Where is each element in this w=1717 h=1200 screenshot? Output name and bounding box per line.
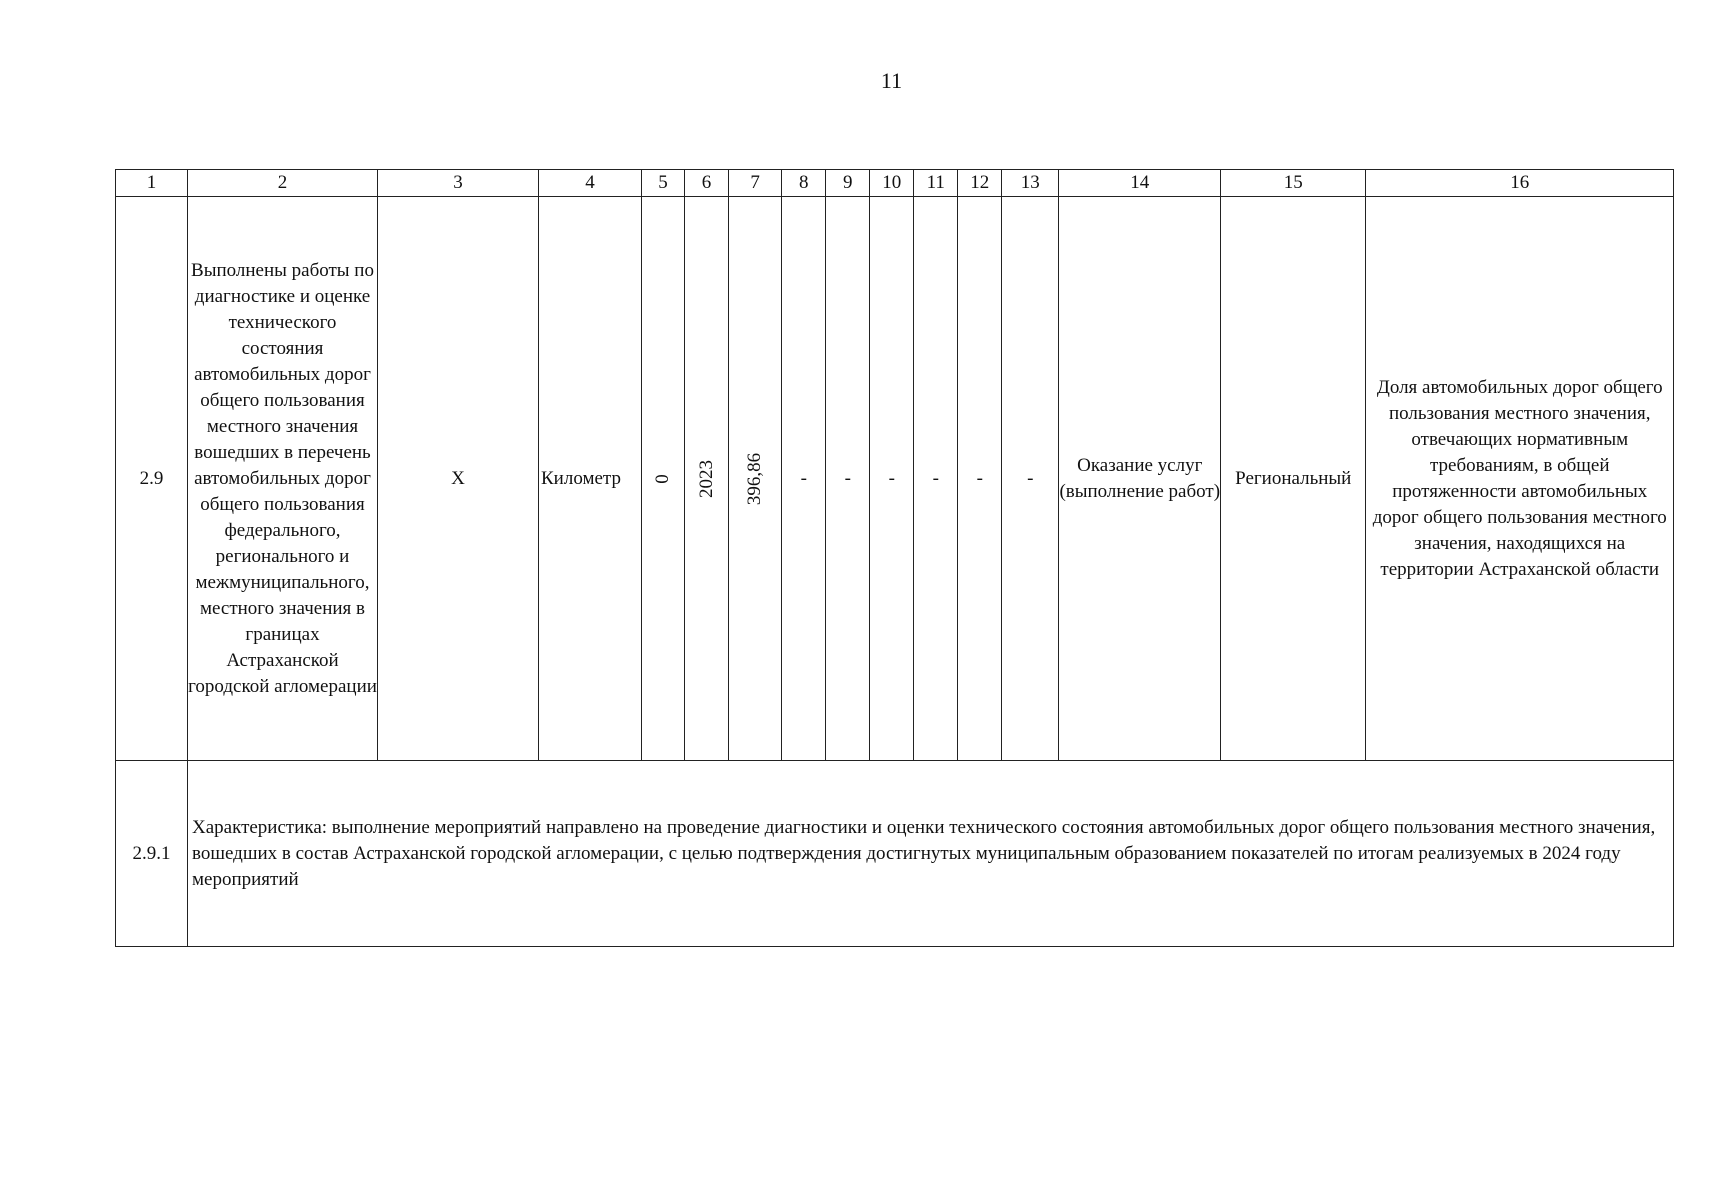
col5-value: 0 <box>652 473 673 484</box>
col8-cell: - <box>782 197 826 761</box>
header-cell-7: 7 <box>729 170 782 197</box>
data-table <box>115 169 1674 947</box>
col7-cell <box>729 197 782 761</box>
table-row <box>116 197 1674 761</box>
col12-cell: - <box>958 197 1002 761</box>
col5-cell <box>642 197 685 761</box>
col9-cell: - <box>826 197 870 761</box>
level-cell: Региональный <box>1221 197 1366 761</box>
description-cell: Выполнены работы по диагностике и оценке технического состояния автомобильных дорог общего пользования местного значения вошедших в перечень автомобильных дорог общего пользования федерального, регионального и межмуниципального, местного значения в границах Астраханской городской агломерации <box>188 197 378 761</box>
characteristic-cell: Характеристика: выполнение мероприятий направлено на проведение диагностики и оценки технического состояния автомобильных дорог общего пользования местного значения, вошедших в состав Астраханской городской агломерации, с целью подтверждения достигнутых муниципальным образованием показателей по итогам реализуемых в 2024 году мероприятий <box>188 761 1674 947</box>
page-number: 11 <box>880 68 903 93</box>
indicator-cell: Доля автомобильных дорог общего пользования местного значения, отвечающих нормативным требованиям, в общей протяженности автомобильных дорог общего пользования местного значения, находящихся на территории Астраханской области <box>1366 197 1674 761</box>
header-cell-11: 11 <box>914 170 958 197</box>
col6-cell <box>685 197 729 761</box>
header-cell-2: 2 <box>188 170 378 197</box>
header-cell-10: 10 <box>870 170 914 197</box>
type-cell: Оказание услуг (выполнение работ) <box>1059 197 1221 761</box>
row-number: 2.9.1 <box>116 761 188 947</box>
header-cell-16: 16 <box>1366 170 1674 197</box>
header-cell-5: 5 <box>642 170 685 197</box>
header-cell-3: 3 <box>378 170 539 197</box>
col7-value: 396,86 <box>744 452 766 505</box>
col3-cell: Х <box>378 197 539 761</box>
header-cell-14: 14 <box>1059 170 1221 197</box>
col10-cell: - <box>870 197 914 761</box>
header-row <box>116 170 1674 197</box>
header-cell-8: 8 <box>782 170 826 197</box>
header-cell-6: 6 <box>685 170 729 197</box>
row-number: 2.9 <box>116 197 188 761</box>
table-row <box>116 761 1674 947</box>
col11-cell: - <box>914 197 958 761</box>
header-cell-12: 12 <box>958 170 1002 197</box>
col6-value: 2023 <box>695 459 717 498</box>
header-cell-9: 9 <box>826 170 870 197</box>
col13-cell: - <box>1002 197 1059 761</box>
header-cell-15: 15 <box>1221 170 1366 197</box>
header-cell-1: 1 <box>116 170 188 197</box>
header-cell-4: 4 <box>539 170 642 197</box>
header-cell-13: 13 <box>1002 170 1059 197</box>
unit-cell: Километр <box>539 197 642 761</box>
